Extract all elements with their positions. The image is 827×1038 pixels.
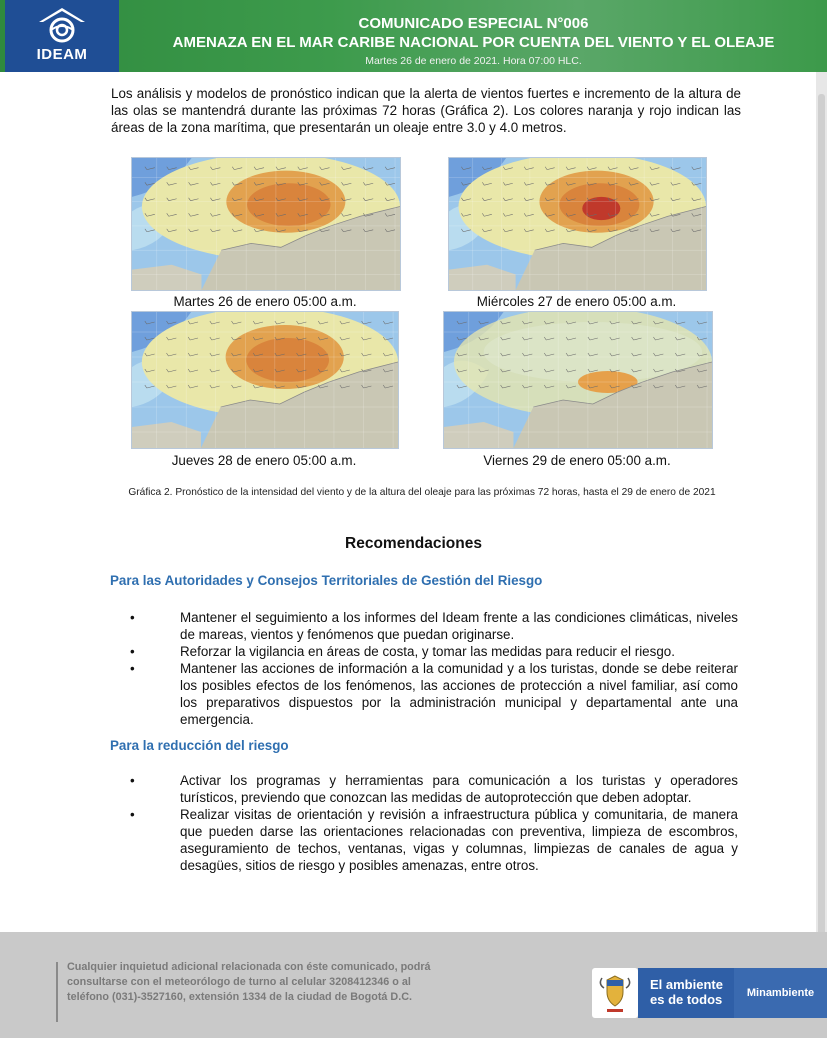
logo-text: IDEAM	[36, 46, 88, 63]
list-item-text: Mantener el seguimiento a los informes del Ideam frente a las condiciones climáticas, niveles de mareas, vientos y fenómenos que puedan originarse.	[180, 610, 738, 642]
list-item	[130, 772, 738, 806]
list-item-text: Activar los programas y herramientas para comunicación a los turistas y operadores turísticos, previendo que conozcan las medidas de autoprotección que deben adoptar.	[180, 773, 738, 805]
bulletin-date: Martes 26 de enero de 2021. Hora 07:00 HLC.	[365, 55, 582, 67]
authorities-list	[130, 609, 738, 728]
section-heading-authorities: Para las Autoridades y Consejos Territoriales de Gestión del Riesgo	[110, 573, 543, 588]
government-slogan-logo	[638, 968, 734, 1018]
colombia-shield-logo	[592, 968, 638, 1018]
forecast-map-thursday	[131, 311, 399, 449]
recommendations-title: Recomendaciones	[345, 535, 482, 552]
ideam-logo-icon	[33, 4, 91, 46]
map-caption-thursday: Jueves 28 de enero 05:00 a.m.	[171, 453, 357, 468]
title-line-2: AMENAZA EN EL MAR CARIBE NACIONAL POR CUENTA DEL VIENTO Y EL OLEAJE	[172, 34, 775, 51]
intro-paragraph: Los análisis y modelos de pronóstico indican que la alerta de vientos fuertes e incremento de la altura de las olas se mantendrá durante las próximas 72 horas (Gráfica 2). Los colores naranja y rojo indican las áreas de la zona marítima, que presentarán un oleaje entre 3.0 y 4.0 metros.	[111, 86, 741, 135]
list-item	[130, 609, 738, 643]
list-item-text: Realizar visitas de orientación y revisión a infraestructura pública y comunitaria, de manera que pueden darse las orientaciones relacionadas con preventiva, limpieza de escombros, aseguramiento de techos, ventanas, vigas y columnas, limpiezas de canales de agua y desagües, sitios de riesgo y posibles amenazas, entre otros.	[180, 807, 738, 873]
wave-height-map	[132, 158, 400, 290]
list-item-text: Mantener las acciones de información a la comunidad y a los turistas, donde se debe reiterar los posibles efectos de los fenómenos, las acciones de protección a nivel familiar, así como los preparativos dispuestos por la administración municipal y departamental ante una emergencia.	[180, 661, 738, 727]
forecast-map-friday	[443, 311, 713, 449]
footer-divider	[56, 962, 58, 1022]
header-banner	[0, 0, 827, 72]
wave-height-map	[132, 312, 398, 448]
map-caption-tuesday: Martes 26 de enero 05:00 a.m.	[173, 294, 357, 309]
page-title	[120, 14, 827, 52]
list-item	[130, 660, 738, 728]
slogan-line-1: El ambiente	[650, 977, 723, 992]
section-heading-risk-reduction: Para la reducción del riesgo	[110, 738, 289, 753]
list-item	[130, 806, 738, 874]
wave-height-map	[444, 312, 712, 448]
bullet-dot: •	[130, 610, 135, 625]
bullet-dot: •	[130, 773, 135, 788]
map-caption-wednesday: Miércoles 27 de enero 05:00 a.m.	[476, 294, 677, 309]
bullet-dot: •	[130, 661, 135, 676]
bullet-dot: •	[130, 644, 135, 659]
bullet-dot: •	[130, 807, 135, 822]
forecast-map-wednesday	[448, 157, 707, 291]
list-item-text: Reforzar la vigilancia en áreas de costa, y tomar las medidas para reducir el riesgo.	[180, 644, 675, 659]
contact-info: Cualquier inquietud adicional relacionada con éste comunicado, podrá consultarse con el meteorólogo de turno al celular 3208412346 o al teléfono (031)-3527160, extensión 1334 de la ciudad de Bogotá D.C.	[67, 961, 431, 1003]
coat-of-arms-icon	[592, 968, 638, 1018]
wave-height-map	[449, 158, 706, 290]
slogan-line-2: es de todos	[650, 992, 723, 1007]
forecast-map-tuesday	[131, 157, 401, 291]
scrollbar-thumb[interactable]	[818, 94, 825, 954]
scrollbar[interactable]	[816, 72, 827, 932]
map-caption-friday: Viernes 29 de enero 05:00 a.m.	[483, 453, 671, 468]
risk-reduction-list	[130, 772, 738, 874]
ministry-logo-text: Minambiente	[734, 968, 827, 1018]
list-item	[130, 643, 738, 660]
figure-caption: Gráfica 2. Pronóstico de la intensidad del viento y de la altura del oleaje para las próximas 72 horas, hasta el 29 de enero de 2021	[128, 487, 716, 498]
ideam-logo	[5, 0, 119, 72]
title-line-1: COMUNICADO ESPECIAL N°006	[358, 15, 589, 32]
